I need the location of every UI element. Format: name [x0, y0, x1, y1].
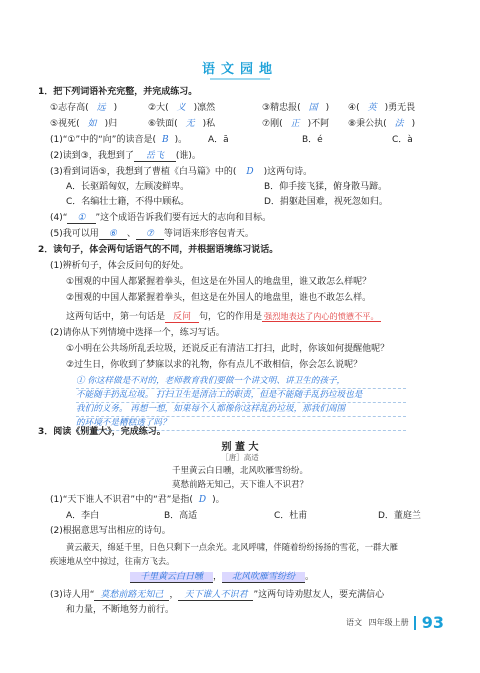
- worksheet-page: 语文园地 1．把下列词语补充完整，并完成练习。 ①志存高( 远 ) ②大( 义 )凛然 ③精忠报( 国 ) ④( 英 )勇无畏 ⑤视死( 如 )归 ⑥铁面( 无 )私 ⑦刚( 正 )不阿 ⑧秉公执( 法 ) (1)“①”中的“向”的读音是( B )。 A．ā B．é C．à (2)读到③，我想到了 岳飞 (谁)。 (3)看到词语⑤，我想到了曹植《白马篇》中的( D )这两句诗。 A．长驱蹈匈奴，左顾凌鲜卑。 B．仰手接飞猱，俯身散马蹄。 C．名编壮士籍，不得中顾私。 D．捐躯赴国难，视死忽如归。 (4)“ ① ”这个成语告诉我们要有远大的志向和目标。 (5)我可以用 ⑥ 、 ⑦ 等词语来形容包青天。 2．读句子，体会两句话语气的不同，并根据语境练习说话。 (1)辨析句子，体会反问句的好处。 ①围观的中国人都紧握着拳头，但这是在外国人的地盘里，谁又敢怎么样呢？ ②围观的中国人都紧握着拳头，但这是在外国人的地盘里，谁也不敢怎么样。 这两句话中，第一句话是 反问 句，它的作用是 强烈地表达了内心的愤懑不平。 (2)请你从下列情境中选择一个，练习写话。 ①小明在公共场所乱丢垃圾，还说反正有清洁工打扫，此时，你该如何提醒他呢？ ②过生日，你收到了梦寐以求的礼物，你有点儿不敢相信，你会怎么说呢？ ① 你这样做是不对的，老师教育我们要做一个讲文明、讲卫生的孩子， 不能随手扔乱垃圾。 打扫卫生是清洁工的职责，但是不能随手乱扔垃圾也是 我们的义务。 再想一想，如果每个人都像你这样乱扔垃圾，那我们周围 的环境不是糟糕透了吗？ 3．阅读《别董大》，完成练习。 别 董 大 ［唐］高适 千里黄云白日曛，北风吹雁雪纷纷。 莫愁前路无知己，天下谁人不识君？ (1)“天下谁人不识君”中的“君”是指( D )。 A．李白 B．高适 C．杜甫 D．董庭兰 (2)根据意思写出相应的诗句。 黄云蔽天，绵延千里，日色只剩下一点余光。北风呼啸，伴随着纷纷扬扬的雪花，一群大雁 疾速地从空中掠过，往南方飞去。 千里黄云白日曛 ， 北风吹雁雪纷纷 。 (3)诗人用“ 莫愁前路无知己 ， 天下谁人不识君 ”这两句诗劝慰友人，要充满信心 和力量，不断地努力前行。 语文 四年级上册 93: [0, 0, 480, 673]
- poem-line-1: 千里黄云白日曛，北风吹雁雪纷纷。: [171, 466, 308, 476]
- answer-line: 不能随手扔乱垃圾。 打扫卫生是清洁工的职责，但是不能随手乱扔垃圾也是: [76, 389, 406, 403]
- q2-handwritten-answer: [76, 375, 406, 431]
- q1-sub2: (2)读到③，我想到了 岳飞 (谁)。: [50, 151, 201, 161]
- answer-line: 我们的义务。 再想一想，如果每个人都像你这样乱扔垃圾，那我们周围: [76, 403, 406, 417]
- q3-meaning-1: 黄云蔽天，绵延千里，日色只剩下一点余光。北风呼啸，伴随着纷纷扬扬的雪花，一群大雁: [66, 542, 398, 552]
- q2-sentence-1: ①围观的中国人都紧握着拳头，但这是在外国人的地盘里，谁又敢怎么样呢？: [66, 277, 372, 287]
- poem-line-2: 莫愁前路无知己，天下谁人不识君？: [171, 480, 308, 490]
- q3-sub2-answer: 千里黄云白日曛 ， 北风吹雁雪纷纷 。: [130, 571, 480, 583]
- q3-heading: 3．阅读《别董大》，完成练习。: [38, 427, 166, 437]
- page-title: 语文园地: [201, 62, 278, 77]
- q2-sentence-2: ②围观的中国人都紧握着拳头，但这是在外国人的地盘里，谁也不敢怎么样。: [66, 293, 372, 303]
- q1-heading: 1．把下列词语补充完整，并完成练习。: [38, 87, 198, 97]
- q2-heading: 2．读句子，体会两句话语气的不同，并根据语境练习说话。: [38, 245, 279, 255]
- q1-sub5: (5)我可以用 ⑥ 、 ⑦ 等词语来形容包青天。: [50, 229, 254, 239]
- q2-context-2: ②过生日，你收到了梦寐以求的礼物，你有点儿不敢相信，你会怎么说呢？: [66, 360, 363, 370]
- answer-line: 的环境不是糟糕透了吗？: [76, 417, 406, 431]
- q3-sub2: (2)根据意思写出相应的诗句。: [50, 526, 171, 536]
- footer-grade: 四年级上册: [368, 618, 409, 627]
- q1-sub3: (3)看到词语⑤，我想到了曹植《白马篇》中的( D )这两句诗。: [50, 167, 313, 177]
- q1-sub4: (4)“ ① ”这个成语告诉我们要有远大的志向和目标。: [50, 213, 272, 223]
- footer-divider: [414, 616, 416, 630]
- page-number: 93: [421, 613, 444, 632]
- footer-subject: 语文: [346, 618, 363, 627]
- answer-line: ① 你这样做是不对的，老师教育我们要做一个讲文明、讲卫生的孩子，: [76, 375, 406, 389]
- q3-sub3: (3)诗人用“ 莫愁前路无知己 ， 天下谁人不识君 ”这两句诗劝慰友人，要充满信心: [50, 590, 385, 600]
- q2-analysis: 这两句话中，第一句话是 反问 句，它的作用是 强烈地表达了内心的愤懑不平。: [66, 311, 379, 322]
- q3-meaning-2: 疾速地从空中掠过，往南方飞去。: [50, 556, 175, 566]
- q3-sub3-continued: 和力量，不断地努力前行。: [66, 605, 175, 615]
- poem-author: ［唐］高适: [221, 453, 259, 462]
- poem-title: 别 董 大: [221, 442, 259, 453]
- title-underline: [210, 78, 270, 80]
- q2-context-1: ①小明在公共场所乱丢垃圾，还说反正有清洁工打扫，此时，你该如何提醒他呢？: [66, 344, 390, 354]
- page-footer: [346, 613, 444, 632]
- q2-sub2: (2)请你从下列情境中选择一个，练习写话。: [50, 328, 225, 338]
- q2-sub1: (1)辨析句子，体会反问句的好处。: [50, 261, 189, 271]
